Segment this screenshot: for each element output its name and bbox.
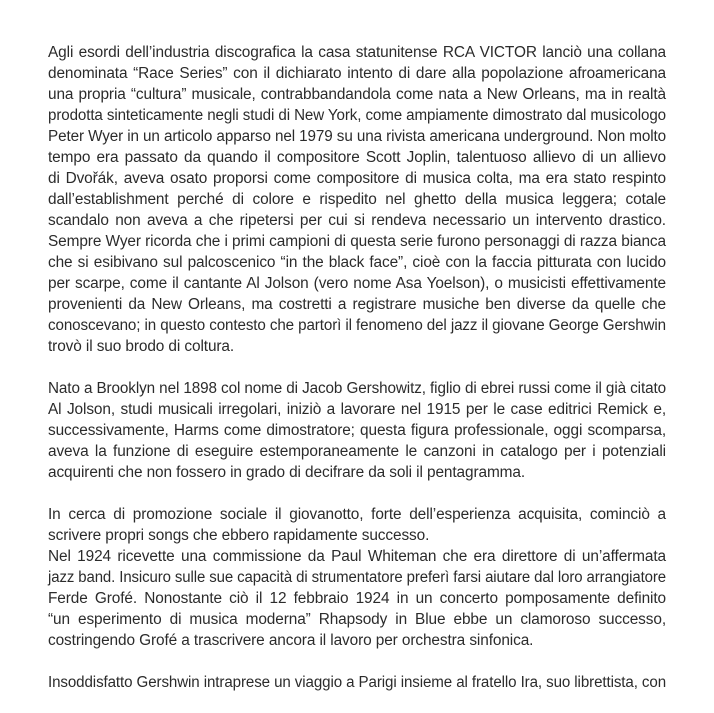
paragraph xyxy=(48,672,666,693)
text-line: In cerca di promozione sociale il giovanotto, forte dell’esperienza acquisita, cominciò a xyxy=(48,506,666,523)
text-line: Nato a Brooklyn nel 1898 col nome di Jacob Gershowitz, figlio di ebrei russi come il già citato xyxy=(48,380,666,397)
text-line: prodotta sinteticamente negli studi di New York, come ampiamente dimostrato dal musicologo xyxy=(48,107,666,124)
text-line: provenienti da New Orleans, ma costretti a registrare musiche ben diverse da quelle che xyxy=(48,296,666,313)
paragraph xyxy=(48,504,666,651)
text-line: Ferde Grofé. Nonostante ciò il 12 febbraio 1924 in un concerto pomposamente definito xyxy=(48,590,666,607)
text-line: scrivere propri songs che ebbero rapidamente successo. xyxy=(48,527,430,544)
text-line: scandalo non aveva a che ripetersi per cui si rendeva necessario un intervento drastico. xyxy=(48,212,666,229)
paragraph xyxy=(48,378,666,483)
text-line: Sempre Wyer ricorda che i primi campioni di questa serie furono personaggi di razza bianca xyxy=(48,233,666,250)
text-line: dall’establishment perché di colore e rispedito nel ghetto della musica leggera; cotale xyxy=(48,191,666,208)
text-line: tempo era passato da quando il compositore Scott Joplin, talentuoso allievo di un allievo xyxy=(48,149,666,166)
paragraph-spacer xyxy=(48,357,666,378)
text-line: Agli esordi dell’industria discografica la casa statunitense RCA VICTOR lanciò una collana xyxy=(48,44,666,61)
text-line: di Dvořák, aveva osato proporsi come compositore di musica colta, ma era stato respinto xyxy=(48,170,666,187)
text-line: conoscevano; in questo contesto che partorì il fenomeno del jazz il giovane George Gershwin xyxy=(48,317,667,334)
text-line: Insoddisfatto Gershwin intraprese un viaggio a Parigi insieme al fratello Ira, suo librettista, con xyxy=(48,674,667,691)
paragraph xyxy=(48,42,666,357)
text-line: costringendo Grofé a trascrivere ancora il lavoro per orchestra sinfonica. xyxy=(48,632,534,649)
text-line: trovò il suo brodo di coltura. xyxy=(48,338,235,355)
text-line: che si esibivano sul palcoscenico “in the black face”, cioè con la faccia pitturata con lucido xyxy=(48,254,667,271)
text-line: “un esperimento di musica moderna” Rhapsody in Blue ebbe un clamoroso successo, xyxy=(48,611,666,628)
paragraph-spacer xyxy=(48,483,666,504)
text-line: aveva la funzione di eseguire estemporaneamente le canzoni in catalogo per i potenziali xyxy=(48,443,666,460)
text-line: una propria “cultura” musicale, contrabbandandola come nata a New Orleans, ma in realtà xyxy=(48,86,666,103)
text-line: successivamente, Harms come dimostratore; questa figura professionale, oggi scomparsa, xyxy=(48,422,666,439)
text-line: Al Jolson, studi musicali irregolari, iniziò a lavorare nel 1915 per le case editrici Remick e, xyxy=(48,401,666,418)
paragraph-spacer xyxy=(48,651,666,672)
text-line: jazz band. Insicuro sulle sue capacità di strumentatore preferì farsi aiutare dal loro arrangiatore xyxy=(48,569,667,586)
text-line: denominata “Race Series” con il dichiarato intento di dare alla popolazione afroamericana xyxy=(48,65,666,82)
text-line: acquirenti che non fossero in grado di decifrare da soli il pentagramma. xyxy=(48,464,526,481)
text-line: per scarpe, come il cantante Al Jolson (vero nome Asa Yoelson), o musicisti effettivamente xyxy=(48,275,666,292)
text-line: Nel 1924 ricevette una commissione da Paul Whiteman che era direttore di un’affermata xyxy=(48,548,666,565)
body-text xyxy=(48,42,666,693)
text-line: Peter Wyer in un articolo apparso nel 1979 su una rivista americana underground. Non molto xyxy=(48,128,667,145)
